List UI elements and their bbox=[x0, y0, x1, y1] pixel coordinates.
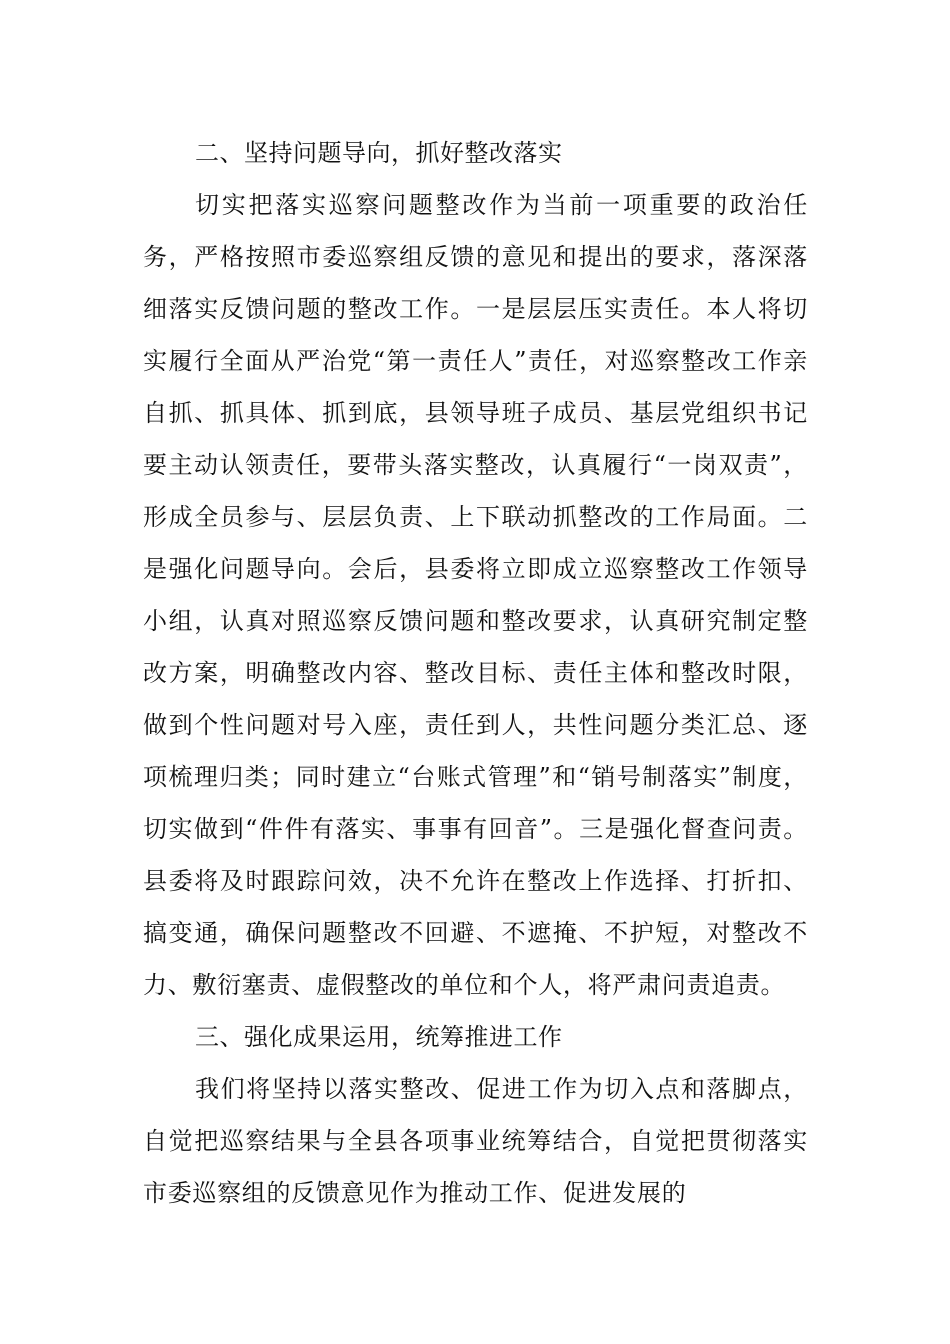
document-body bbox=[143, 127, 808, 1219]
section-2-paragraph: 切实把落实巡察问题整改作为当前一项重要的政治任务，严格按照市委巡察组反馈的意见和提出的要求，落深落细落实反馈问题的整改工作。一是层层压实责任。本人将切实履行全面从严治党“第一责任人”责任，对巡察整改工作亲自抓、抓具体、抓到底，县领导班子成员、基层党组织书记要主动认领责任，要带头落实整改，认真履行“一岗双责”，形成全员参与、层层负责、上下联动抓整改的工作局面。二是强化问题导向。会后，县委将立即成立巡察整改工作领导小组，认真对照巡察反馈问题和整改要求，认真研究制定整改方案，明确整改内容、整改目标、责任主体和整改时限，做到个性问题对号入座，责任到人，共性问题分类汇总、逐项梳理归类；同时建立“台账式管理”和“销号制落实”制度，切实做到“件件有落实、事事有回音”。三是强化督查问责。县委将及时跟踪问效，决不允许在整改上作选择、打折扣、搞变通，确保问题整改不回避、不遮掩、不护短，对整改不力、敷衍塞责、虚假整改的单位和个人，将严肃问责追责。 bbox=[143, 191, 808, 999]
section-3-paragraph: 我们将坚持以落实整改、促进工作为切入点和落脚点，自觉把巡察结果与全县各项事业统筹结合，自觉把贯彻落实市委巡察组的反馈意见作为推动工作、促进发展的 bbox=[143, 1075, 808, 1207]
section-2-heading: 二、坚持问题导向，抓好整改落实 bbox=[195, 139, 563, 167]
section-3-heading: 三、强化成果运用，统筹推进工作 bbox=[195, 1023, 563, 1051]
